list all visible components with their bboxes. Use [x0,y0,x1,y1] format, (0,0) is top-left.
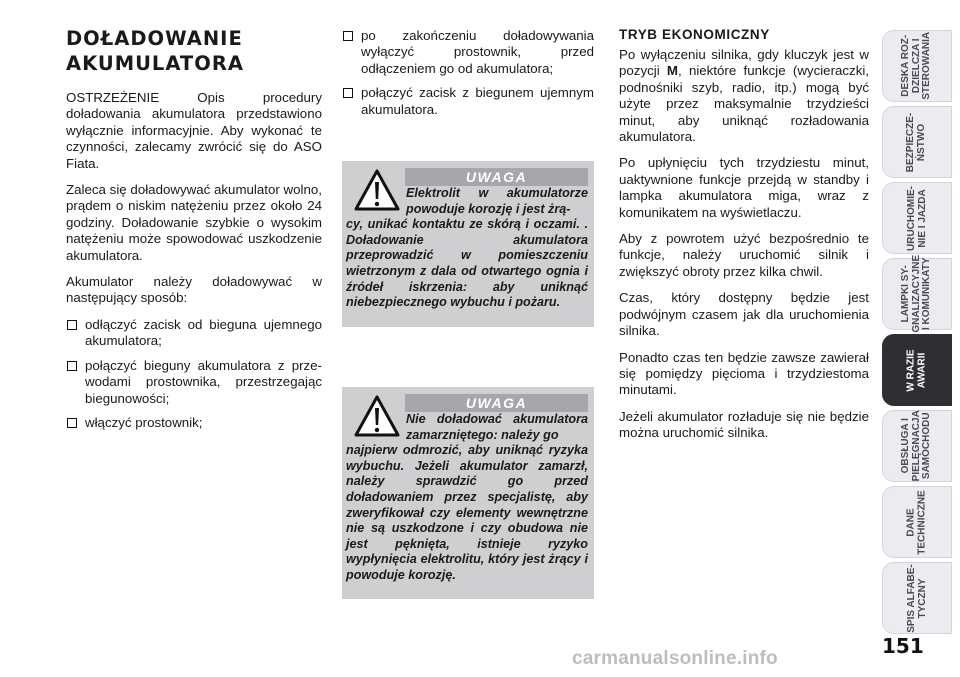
procedure-intro: Akumulator należy doładowywać w następujący sposób: [66,274,322,306]
right-column [619,0,869,452]
warning-header: UWAGA [405,394,588,412]
warning-text [346,186,588,311]
list-item: odłączyć zacisk od bieguna ujemnego akumulatora; [66,317,322,350]
checkbox-bullet-icon [67,320,77,330]
warning-text [346,412,588,584]
list-item: połączyć bieguny akumulatora z prze-wodami prostownika, przestrzegając biegunowości; [66,358,322,407]
list-item: włączyć prostownik; [66,415,322,431]
charging-advice-paragraph: Zaleca się doładowywać akumulator wolno, prądem o niskim natężeniu przez około 24 godziny. Doładowanie szybkie o wysokim natężeniu może spowodować uszkodzenie akumulatora. [66,182,322,263]
list-item: po zakończeniu doładowywania wyłączyć prostownik, przed odłączeniem go od akumulatora; [342,28,594,77]
page-number: 151 [882,634,924,658]
section-heading: TRYB EKONOMICZNY [619,27,770,42]
warning-lead: Elektrolit w akumulatorze powoduje korozję i jest żrą- [406,186,588,216]
tab-lampki[interactable]: LAMPKI SY- GNALIZACYJNE I KOMUNIKATY [882,258,952,330]
tab-bezpieczenstwo[interactable]: BEZPIECZE- ŃSTWO [882,106,952,178]
tab-dane-techniczne[interactable]: DANE TECHNICZNE [882,486,952,558]
warning-box-electrolyte [342,161,594,327]
eco-mode-paragraph-6: Jeżeli akumulator rozładuje się nie będzie można uruchomić silnika. [619,408,869,441]
tab-obsluga[interactable]: OBSŁUGA I PIELĘGNACJA SAMOCHODU [882,410,952,482]
warning-body: cy, unikać kontaktu ze skórą i oczami. . Doładowanie akumulatora przeprowadzić w pomieszczeniu wietrzonym z dala od otwartego ognia i źródeł iskrzenia: aby uniknąć niebezpiecznego wybuchu i pożaru. [346,217,588,310]
warning-lead: Nie doładować akumulatora zamarzniętego: należy go [406,412,588,442]
eco-mode-paragraph-4: Czas, który dostępny będzie jest podwójnym czasem jak dla uruchomienia silnika. [619,290,869,339]
watermark: carmanualsonline.info [572,648,778,669]
warning-header: UWAGA [405,168,588,186]
tab-w-razie-awarii[interactable]: W RAZIE AWARII [882,334,952,406]
tab-spis-alfabetyczny[interactable]: SPIS ALFABE- TYCZNY [882,562,952,634]
key-position-m: M [666,63,678,79]
procedure-list-continued [342,28,594,118]
tab-deska-rozdzielcza[interactable]: DESKA ROZ- DZIELCZA I STEROWANIA [882,30,952,102]
eco-mode-paragraph-3: Aby z powrotem użyć bezpośrednio te funkcje, należy uruchomić silnik i zwiększyć obroty przez kilka chwil. [619,231,869,279]
middle-column [342,0,594,126]
warning-box-frozen [342,387,594,599]
eco-mode-paragraph-2: Po upłynięciu tych trzydziestu minut, uaktywnione funkcje przejdą w standby i lampka akumulatora miga, wraz z komunikatem na wyświetlaczu. [619,155,869,220]
checkbox-bullet-icon [343,88,353,98]
left-column [66,0,322,439]
checkbox-bullet-icon [343,31,353,41]
page-title [66,26,322,76]
eco-mode-paragraph-1: Po wyłączeniu silnika, gdy kluczyk jest w pozycji M, niektóre funkcje (wycieraczki, podnośniki szyb, radio, itp.) mogą być użyte przez maksymalnie trzydzieści minut, aby uniknąć rozładowania akumulatora. [619,47,869,145]
intro-warning-paragraph: OSTRZEŻENIE Opis procedury doładowania akumulatora przedstawiono wyłącznie informacyjnie. Aby wykonać te czynności, zalecamy zwrócić się do ASO Fiata. [66,90,322,171]
list-item: połączyć zacisk z biegunem ujemnym akumulatora. [342,85,594,118]
title-line-1: DOŁADOWANIE [66,27,243,50]
checkbox-bullet-icon [67,361,77,371]
checkbox-bullet-icon [67,418,77,428]
tab-uruchomienie[interactable]: URUCHOMIE- NIE I JAZDA [882,182,952,254]
eco-mode-paragraph-5: Ponadto czas ten będzie zawsze zawierał się pomiędzy pięcioma i trzydziestoma minutami. [619,349,869,398]
warning-body: najpierw odmrozić, aby uniknąć ryzyka wybuchu. Jeżeli akumulator zamarzł, należy sprawdzić go przed doładowaniem przez specjalistę, aby zweryfikował czy elementy wewnętrzne nie są uszkodzone i czy obudowa nie jest pęknięta, istnieje ryzyko wypłynięcia elektrolitu, który jest żrący i powoduje korozję. [346,443,588,582]
title-line-2: AKUMULATORA [66,52,244,75]
